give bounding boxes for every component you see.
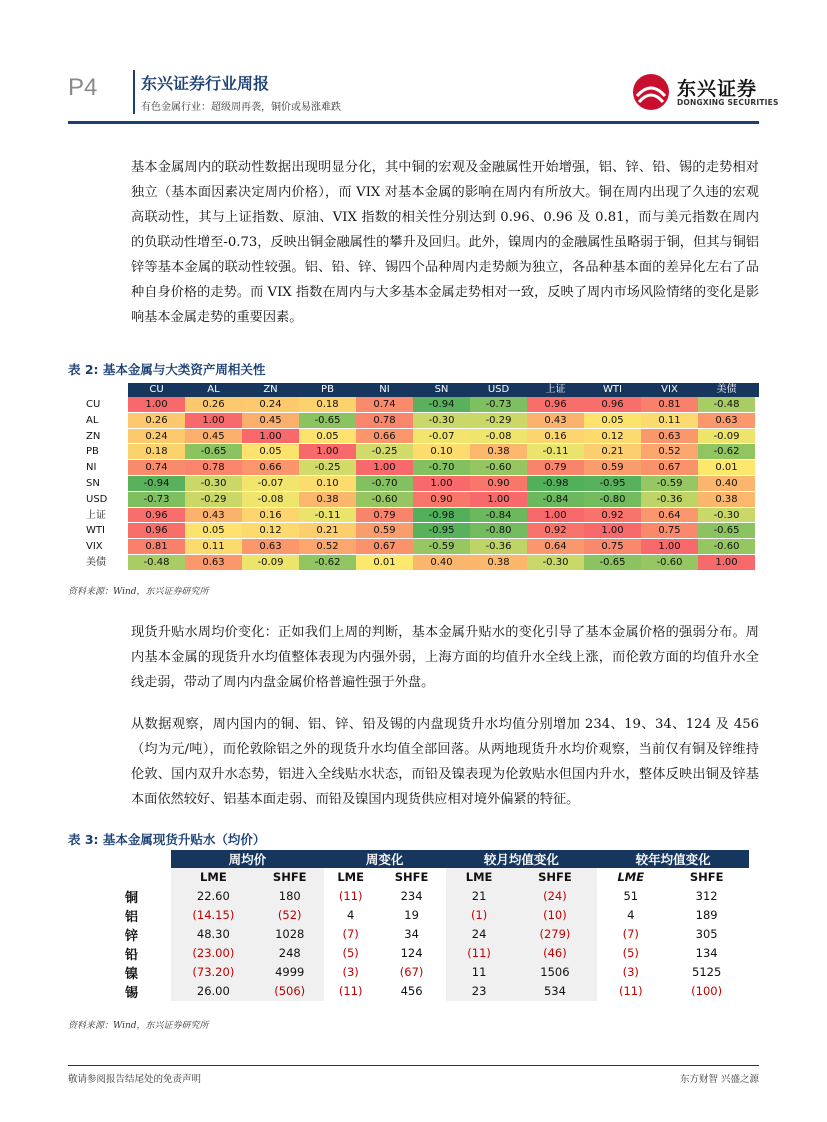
correlation-cell: -0.98 — [413, 508, 470, 523]
correlation-cell: -0.11 — [299, 508, 356, 523]
correlation-row — [68, 508, 759, 524]
correlation-cell: 0.10 — [413, 444, 470, 459]
correlation-cell: 0.64 — [641, 508, 698, 523]
spread-cell: 21 — [446, 887, 513, 906]
spread-cell: 234 — [378, 887, 446, 906]
spread-cell: 4 — [597, 906, 664, 925]
spread-cell: (5) — [324, 944, 378, 963]
correlation-cell: -0.30 — [527, 555, 584, 570]
correlation-cell: 1.00 — [698, 555, 755, 570]
table2-caption: 表 2: 基本金属与大类资产周相关性 — [68, 362, 266, 377]
spread-cell: (279) — [513, 925, 598, 944]
spread-cell: (11) — [446, 944, 513, 963]
correlation-cell: 0.24 — [242, 397, 299, 412]
row-label: CU — [68, 397, 128, 412]
column-header: SN — [434, 384, 449, 395]
correlation-cell: -0.07 — [242, 476, 299, 491]
correlation-cell: -0.11 — [527, 444, 584, 459]
metal-label: 铜 — [113, 887, 171, 906]
correlation-row — [68, 413, 759, 429]
correlation-cell: 0.45 — [185, 429, 242, 444]
correlation-cell: 0.63 — [698, 413, 755, 428]
correlation-row — [68, 523, 759, 539]
correlation-cell: 0.01 — [698, 460, 755, 475]
sub-lme: LME — [446, 868, 513, 887]
table3-source: 资料来源：Wind，东兴证券研究所 — [68, 1021, 209, 1031]
correlation-cell: -0.65 — [299, 413, 356, 428]
correlation-cell: -0.94 — [413, 397, 470, 412]
correlation-cell: -0.80 — [584, 492, 641, 507]
correlation-cell: 0.63 — [641, 429, 698, 444]
correlation-cell: 0.05 — [242, 444, 299, 459]
correlation-cell: 1.00 — [128, 397, 185, 412]
group-weekly-change: 周变化 — [324, 850, 446, 868]
metal-label: 铝 — [113, 906, 171, 925]
spread-cell: 248 — [256, 944, 324, 963]
spread-cell: 23 — [446, 982, 513, 1001]
column-header: 上证 — [545, 384, 566, 395]
spread-row — [113, 887, 749, 906]
correlation-cell: -0.73 — [470, 397, 527, 412]
spread-cell: (24) — [513, 887, 598, 906]
paragraph-data-observation: 从数据观察，周内国内的铜、铝、锌、铅及锡的内盘现货升水均值分别增加 234、19、34、124 及 456（均为元/吨），而伦敦除铝之外的现货升水均值全部回落。从两地现货升水均价观察，当前仅有铜及锌维持伦敦、国内双升水态势，铝进入全线贴水状态，而铅及镍表现为伦敦贴水但国内升水，整体反映出铜及锌基本面依然较好、铝基本面走弱、而铅及镍国内现货供应相对境外偏紧的特征。 — [131, 717, 759, 807]
row-label: 美债 — [68, 555, 128, 570]
spread-cell: 51 — [597, 887, 664, 906]
column-header: WTI — [603, 384, 622, 395]
correlation-cell: 0.52 — [641, 444, 698, 459]
correlation-cell: 0.18 — [128, 444, 185, 459]
correlation-cell: -0.84 — [470, 508, 527, 523]
spread-cell: 180 — [256, 887, 324, 906]
spread-cell: (3) — [324, 963, 378, 982]
correlation-cell: 0.18 — [299, 397, 356, 412]
report-title: 东兴证券行业周报 — [141, 74, 270, 93]
correlation-cell: -0.65 — [185, 444, 242, 459]
spread-cell: 11 — [446, 963, 513, 982]
correlation-row — [68, 397, 759, 413]
row-label: AL — [68, 413, 128, 428]
correlation-cell: 1.00 — [641, 539, 698, 554]
correlation-cell: 0.11 — [641, 413, 698, 428]
row-label: 上证 — [68, 508, 128, 523]
correlation-table — [68, 383, 759, 571]
spread-cell: (5) — [597, 944, 664, 963]
spread-cell: 22.60 — [171, 887, 256, 906]
correlation-cell: 0.12 — [242, 523, 299, 538]
correlation-cell: -0.36 — [470, 539, 527, 554]
correlation-cell: -0.09 — [242, 555, 299, 570]
footer-disclaimer: 敬请参阅报告结尾处的免责声明 — [68, 1074, 202, 1085]
sub-shfe: SHFE — [664, 868, 749, 887]
correlation-cell: -0.36 — [641, 492, 698, 507]
spread-row — [113, 982, 749, 1001]
correlation-row — [68, 555, 759, 571]
correlation-cell: 0.10 — [299, 476, 356, 491]
row-label: NI — [68, 460, 128, 475]
correlation-cell: -0.60 — [470, 460, 527, 475]
column-header: ZN — [263, 384, 278, 395]
correlation-cell: 0.38 — [470, 444, 527, 459]
correlation-cell: -0.62 — [299, 555, 356, 570]
spread-cell: (67) — [378, 963, 446, 982]
correlation-cell: 0.63 — [242, 539, 299, 554]
correlation-cell: 0.38 — [299, 492, 356, 507]
correlation-cell: -0.48 — [698, 397, 755, 412]
metal-label: 锡 — [113, 982, 171, 1001]
corner-cell — [68, 383, 128, 397]
spread-cell: 5125 — [664, 963, 749, 982]
footer-slogan: 东方财智 兴盛之源 — [679, 1074, 759, 1085]
correlation-cell: -0.30 — [698, 508, 755, 523]
correlation-cell: 0.40 — [413, 555, 470, 570]
metal-label: 铅 — [113, 944, 171, 963]
column-header: PB — [321, 384, 334, 395]
sub-shfe: SHFE — [256, 868, 324, 887]
correlation-cell: 0.78 — [185, 460, 242, 475]
spread-sub-header — [113, 868, 749, 887]
spread-cell: 312 — [664, 887, 749, 906]
correlation-cell: -0.70 — [413, 460, 470, 475]
corner-cell — [113, 850, 171, 868]
page-number: P4 — [68, 74, 98, 101]
spread-cell: 1506 — [513, 963, 598, 982]
correlation-cell: 1.00 — [356, 460, 413, 475]
table3-caption: 表 3: 基本金属现货升贴水（均价） — [68, 832, 266, 847]
correlation-cell: 1.00 — [185, 413, 242, 428]
spread-row — [113, 906, 749, 925]
spread-cell: 48.30 — [171, 925, 256, 944]
correlation-cell: -0.59 — [641, 476, 698, 491]
spread-cell: (7) — [597, 925, 664, 944]
correlation-cell: 0.74 — [356, 397, 413, 412]
spread-table — [113, 850, 749, 1001]
correlation-cell: 0.38 — [698, 492, 755, 507]
row-label: PB — [68, 444, 128, 459]
correlation-cell: 0.66 — [356, 429, 413, 444]
corner-cell — [113, 868, 171, 887]
spread-cell: 124 — [378, 944, 446, 963]
spread-cell: 4999 — [256, 963, 324, 982]
spread-cell: (7) — [324, 925, 378, 944]
column-header: USD — [487, 384, 510, 395]
correlation-cell: 0.64 — [527, 539, 584, 554]
correlation-cell: -0.07 — [413, 429, 470, 444]
spread-cell: 189 — [664, 906, 749, 925]
spread-cell: (1) — [446, 906, 513, 925]
correlation-cell: -0.29 — [470, 413, 527, 428]
correlation-cell: 0.63 — [185, 555, 242, 570]
correlation-cell: -0.30 — [185, 476, 242, 491]
correlation-cell: 0.75 — [584, 539, 641, 554]
correlation-cell: -0.09 — [698, 429, 755, 444]
spread-cell: 34 — [378, 925, 446, 944]
correlation-cell: 0.45 — [242, 413, 299, 428]
correlation-cell: 0.92 — [584, 508, 641, 523]
spread-row — [113, 925, 749, 944]
correlation-cell: 0.26 — [185, 397, 242, 412]
correlation-cell: 0.78 — [356, 413, 413, 428]
column-header: NI — [379, 384, 390, 395]
correlation-cell: -0.73 — [128, 492, 185, 507]
sub-shfe: SHFE — [378, 868, 446, 887]
spread-cell: 26.00 — [171, 982, 256, 1001]
correlation-cell: 1.00 — [242, 429, 299, 444]
correlation-cell: 0.43 — [185, 508, 242, 523]
sub-lme: LME — [597, 868, 664, 887]
spread-cell: (52) — [256, 906, 324, 925]
spread-cell: 4 — [324, 906, 378, 925]
correlation-cell: 0.05 — [185, 523, 242, 538]
correlation-cell: -0.65 — [698, 523, 755, 538]
row-label: ZN — [68, 429, 128, 444]
header-rule — [68, 121, 759, 124]
correlation-cell: 0.66 — [242, 460, 299, 475]
correlation-cell: 0.16 — [527, 429, 584, 444]
metal-label: 镍 — [113, 963, 171, 982]
footer-rule — [68, 1065, 759, 1066]
table2-source: 资料来源：Wind，东兴证券研究所 — [68, 587, 209, 597]
sub-lme: LME — [171, 868, 256, 887]
paragraph-correlation: 基本金属周内的联动性数据出现明显分化，其中铜的宏观及金融属性开始增强，铝、锌、铅、锡的走势相对独立（基本面因素决定周内价格），而 VIX 对基本金属的影响在周内有所放大。铜在周内出现了久违的宏观高联动性，其与上证指数、原油、VIX 指数的相关性分别达到 0.96、0.96 及 0.81，而与美元指数在周内的负联动性增至-0.73，反映出铜金融属性的攀升及回归。此外，镍周内的金融属性虽略弱于铜，但其与铜铝锌等基本金属的联动性较强。铝、铅、锌、锡四个品种周内走势颇为独立，各品种基本面的差异化左右了品种自身价格的走势。而 VIX 指数在周内与大多基本金属走势相对一致，反映了周内市场风险情绪的变化是影响基本金属走势的重要因素。 — [131, 160, 759, 325]
column-header: AL — [207, 384, 220, 395]
correlation-cell: -0.98 — [527, 476, 584, 491]
correlation-cell: 0.43 — [527, 413, 584, 428]
spread-cell: 19 — [378, 906, 446, 925]
correlation-header-row — [68, 383, 759, 397]
correlation-cell: 0.52 — [299, 539, 356, 554]
correlation-row — [68, 444, 759, 460]
correlation-cell: 0.05 — [299, 429, 356, 444]
spread-cell: 305 — [664, 925, 749, 944]
correlation-cell: -0.95 — [413, 523, 470, 538]
correlation-cell: 0.21 — [299, 523, 356, 538]
correlation-cell: 0.67 — [641, 460, 698, 475]
correlation-cell: 0.05 — [584, 413, 641, 428]
spread-cell: (11) — [324, 982, 378, 1001]
spread-cell: (73.20) — [171, 963, 256, 982]
spread-cell: 456 — [378, 982, 446, 1001]
logo-text-en: DONGXING SECURITIES — [677, 98, 779, 107]
correlation-cell: -0.65 — [584, 555, 641, 570]
correlation-row — [68, 476, 759, 492]
correlation-cell: 0.75 — [641, 523, 698, 538]
correlation-cell: 0.01 — [356, 555, 413, 570]
correlation-cell: 0.12 — [584, 429, 641, 444]
metal-label: 锌 — [113, 925, 171, 944]
correlation-cell: 0.40 — [698, 476, 755, 491]
correlation-cell: -0.60 — [698, 539, 755, 554]
spread-cell: (506) — [256, 982, 324, 1001]
correlation-cell: 0.59 — [356, 523, 413, 538]
correlation-cell: 0.92 — [527, 523, 584, 538]
correlation-cell: 0.38 — [470, 555, 527, 570]
spread-cell: (3) — [597, 963, 664, 982]
spread-cell: (100) — [664, 982, 749, 1001]
correlation-cell: -0.08 — [242, 492, 299, 507]
spread-cell: 24 — [446, 925, 513, 944]
spread-cell: (46) — [513, 944, 598, 963]
group-weekly-avg: 周均价 — [171, 850, 324, 868]
spread-cell: (11) — [324, 887, 378, 906]
correlation-cell: 0.96 — [584, 397, 641, 412]
row-label: SN — [68, 476, 128, 491]
correlation-cell: 0.26 — [128, 413, 185, 428]
correlation-cell: 1.00 — [584, 523, 641, 538]
sub-shfe: SHFE — [513, 868, 598, 887]
correlation-cell: 0.24 — [128, 429, 185, 444]
correlation-cell: 0.16 — [242, 508, 299, 523]
correlation-cell: 0.96 — [527, 397, 584, 412]
correlation-row — [68, 429, 759, 445]
correlation-cell: 1.00 — [299, 444, 356, 459]
correlation-cell: 0.90 — [470, 476, 527, 491]
sub-lme: LME — [324, 868, 378, 887]
correlation-cell: 0.81 — [128, 539, 185, 554]
correlation-cell: 0.96 — [128, 523, 185, 538]
group-vs-month: 较月均值变化 — [446, 850, 598, 868]
column-header: VIX — [661, 384, 678, 395]
correlation-cell: -0.62 — [698, 444, 755, 459]
correlation-cell: 1.00 — [470, 492, 527, 507]
row-label: VIX — [68, 539, 128, 554]
spread-cell: 134 — [664, 944, 749, 963]
correlation-cell: 0.81 — [641, 397, 698, 412]
correlation-cell: -0.25 — [299, 460, 356, 475]
spread-cell: (14.15) — [171, 906, 256, 925]
correlation-cell: -0.48 — [128, 555, 185, 570]
spread-cell: (10) — [513, 906, 598, 925]
column-header: CU — [149, 384, 164, 395]
correlation-cell: -0.70 — [356, 476, 413, 491]
correlation-cell: -0.25 — [356, 444, 413, 459]
report-subtitle: 有色金属行业：超级周再袭，铜价或易涨难跌 — [141, 102, 341, 113]
correlation-cell: 0.59 — [584, 460, 641, 475]
correlation-cell: 0.79 — [356, 508, 413, 523]
spread-group-header — [113, 850, 749, 868]
logo-text-cn: 东兴证券 — [677, 78, 758, 100]
correlation-cell: -0.08 — [470, 429, 527, 444]
correlation-cell: -0.84 — [527, 492, 584, 507]
spread-body — [113, 887, 749, 1001]
header-divider — [133, 70, 135, 114]
correlation-cell: -0.95 — [584, 476, 641, 491]
correlation-cell: 0.79 — [527, 460, 584, 475]
spread-cell: (11) — [597, 982, 664, 1001]
correlation-body — [68, 397, 759, 571]
correlation-row — [68, 539, 759, 555]
correlation-cell: -0.29 — [185, 492, 242, 507]
correlation-cell: 0.90 — [413, 492, 470, 507]
correlation-cell: -0.59 — [413, 539, 470, 554]
correlation-cell: 1.00 — [413, 476, 470, 491]
correlation-cell: 0.74 — [128, 460, 185, 475]
correlation-cell: 0.96 — [128, 508, 185, 523]
correlation-cell: -0.60 — [356, 492, 413, 507]
row-label: USD — [68, 492, 128, 507]
correlation-cell: -0.94 — [128, 476, 185, 491]
correlation-cell: 0.67 — [356, 539, 413, 554]
spread-cell: 534 — [513, 982, 598, 1001]
paragraph-spread-change: 现货升贴水周均价变化：正如我们上周的判断，基本金属升贴水的变化引导了基本金属价格的强弱分布。周内基本金属的现货升水均值整体表现为内强外弱，上海方面的均值升水全线上涨，而伦敦方面的均值升水全线走弱，带动了周内内盘金属价格普遍性强于外盘。 — [131, 625, 759, 690]
group-vs-year: 较年均值变化 — [597, 850, 749, 868]
spread-cell: (23.00) — [171, 944, 256, 963]
correlation-cell: 0.21 — [584, 444, 641, 459]
correlation-row — [68, 492, 759, 508]
correlation-cell: 1.00 — [527, 508, 584, 523]
correlation-cell: -0.30 — [413, 413, 470, 428]
correlation-cell: -0.80 — [470, 523, 527, 538]
spread-row — [113, 963, 749, 982]
correlation-cell: 0.11 — [185, 539, 242, 554]
spread-cell: 1028 — [256, 925, 324, 944]
row-label: WTI — [68, 523, 128, 538]
correlation-row — [68, 460, 759, 476]
column-header: 美债 — [716, 384, 737, 395]
spread-row — [113, 944, 749, 963]
correlation-cell: -0.60 — [641, 555, 698, 570]
